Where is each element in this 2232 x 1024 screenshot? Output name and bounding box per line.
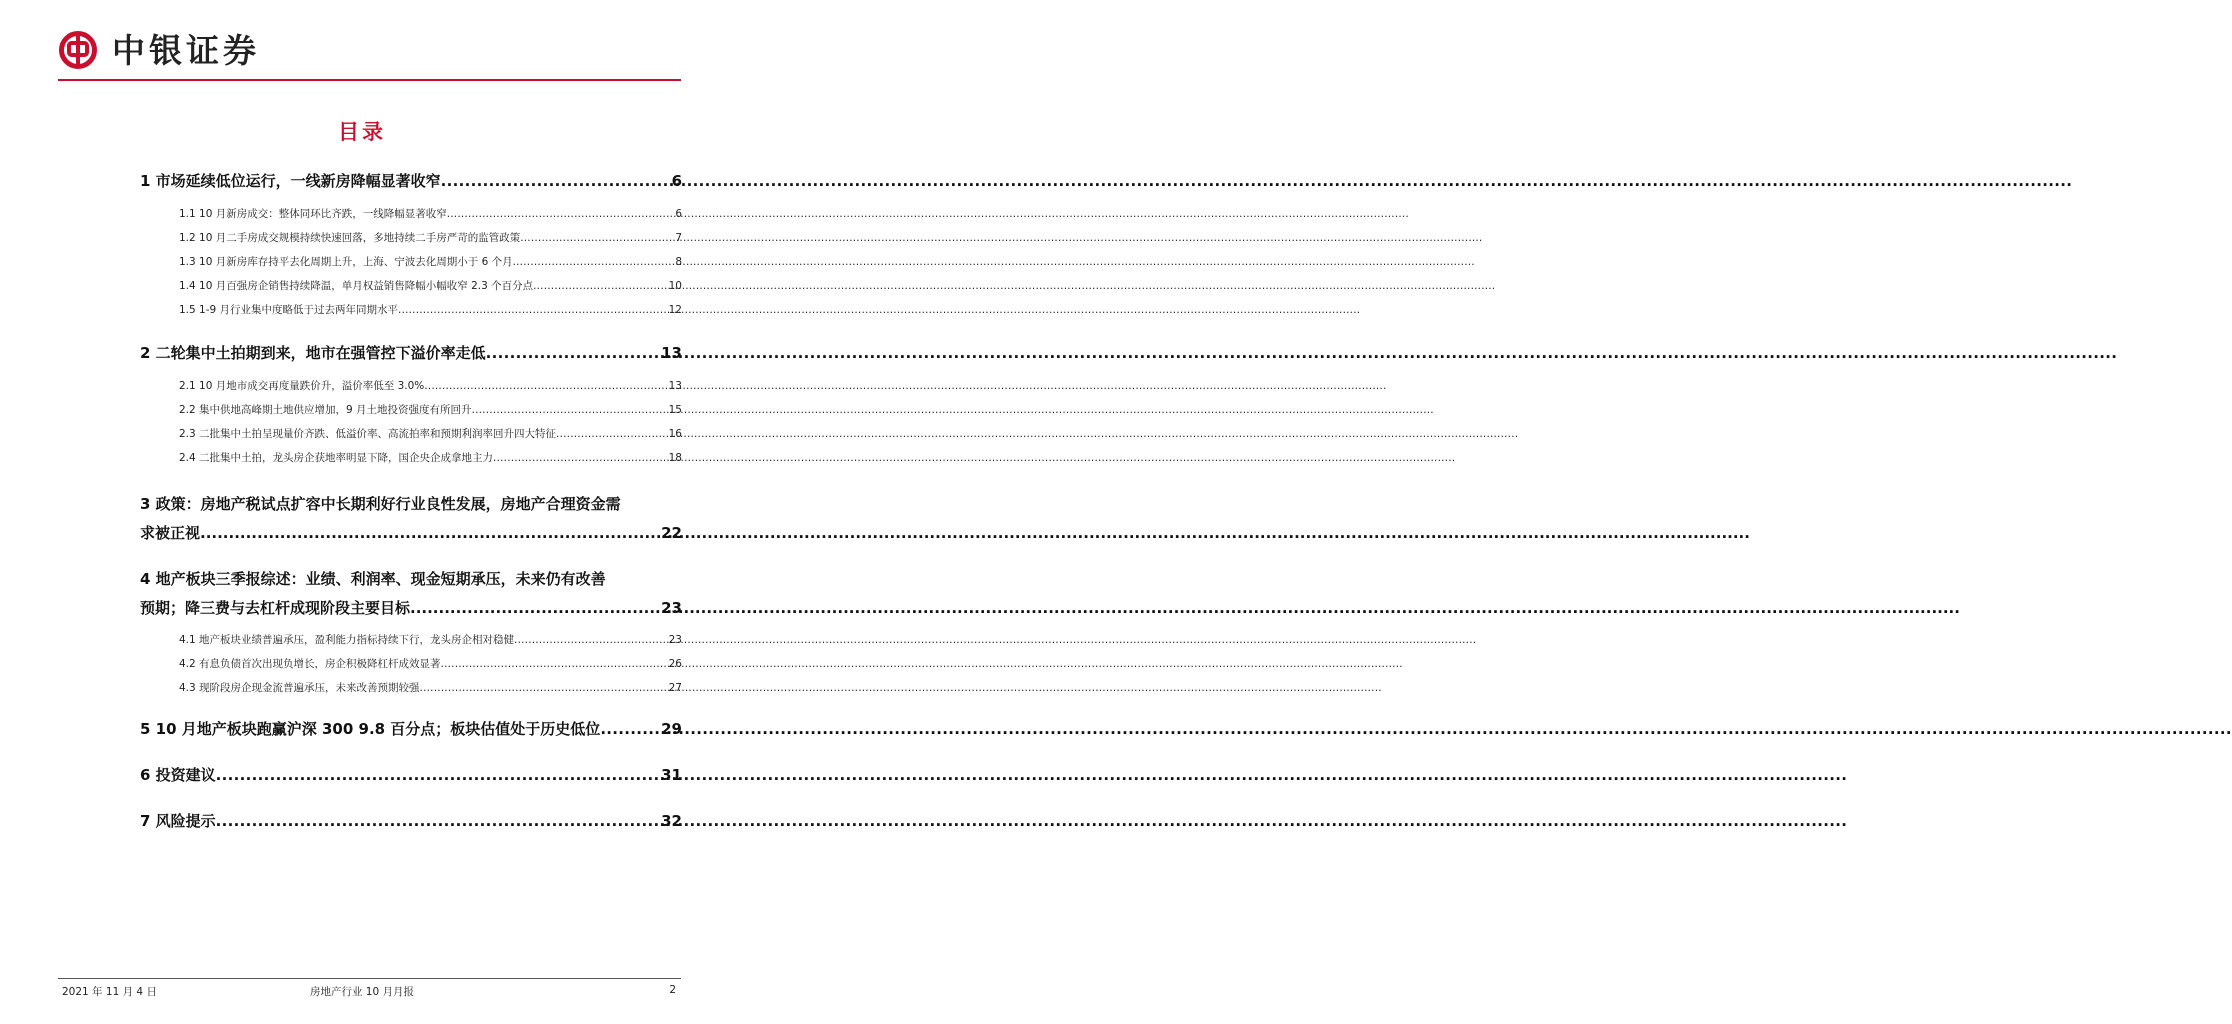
header-divider	[58, 79, 681, 81]
toc-entry-2-4[interactable]: 2.4 二批集中土拍，龙头房企获地率明显下降，国企央企成拿地主力 ..... 18	[179, 450, 682, 468]
toc-entry-1-2[interactable]: 1.2 10 月二手房成交规模持续快速回落，多地持续二手房严苛的监管政策 ..... 7	[179, 230, 682, 248]
toc-entry-2-2[interactable]: 2.2 集中供地高峰期土地供应增加，9 月土地投资强度有所回升 ..... 15	[179, 402, 682, 420]
toc-entry-2-1[interactable]: 2.1 10 月地市成交再度量跌价升，溢价率低至 3.0% ..... 13	[179, 378, 682, 396]
footer-date: 2021 年 11 月 4 日	[62, 986, 157, 998]
toc-entry-5[interactable]: 5 10 月地产板块跑赢沪深 300 9.8 百分点；板块估值处于历史低位 ..... 29	[140, 718, 682, 742]
page-number: 32	[661, 812, 682, 830]
footer-divider	[58, 978, 681, 979]
toc-entry-2-3[interactable]: 2.3 二批集中土拍呈现量价齐跌、低溢价率、高流拍率和预期利润率回升四大特征 ..... 16	[179, 426, 682, 444]
toc-entry-4-2[interactable]: 4.2 有息负债首次出现负增长，房企积极降杠杆成效显著 ..... 26	[179, 656, 682, 674]
toc-entry-2[interactable]: 2 二轮集中土拍期到来，地市在强管控下溢价率走低 ..... 13	[140, 342, 682, 366]
toc-title: 目录	[338, 120, 386, 144]
toc-entry-4[interactable]: 4 地产板块三季报综述：业绩、利润率、现金短期承压，未来仍有改善 预期；降三费与去杠杆成现阶段主要目标 ..... 23	[140, 565, 682, 620]
bank-of-china-logo-icon	[58, 30, 98, 70]
page-number: 22	[661, 524, 682, 542]
table-of-contents	[140, 170, 682, 834]
footer-title: 房地产行业 10 月月报	[309, 986, 415, 998]
toc-entry-4-3[interactable]: 4.3 现阶段房企现金流普遍承压，未来改善预期较强 ..... 27	[179, 680, 682, 698]
header-logo	[58, 30, 260, 70]
toc-entry-7[interactable]: 7 风险提示 ..... 32	[140, 810, 682, 834]
page-number: 23	[661, 599, 682, 617]
toc-entry-1-4[interactable]: 1.4 10 月百强房企销售持续降温，单月权益销售降幅小幅收窄 2.3 个百分点 ..... 10	[179, 278, 682, 296]
page-number: 31	[661, 766, 682, 784]
footer-page-number: 2	[669, 984, 676, 996]
toc-entry-3[interactable]: 3 政策：房地产税试点扩容中长期利好行业良性发展，房地产合理资金需 求被正视 ..... 22	[140, 490, 682, 545]
toc-entry-1[interactable]: 1 市场延续低位运行，一线新房降幅显著收窄 ..... 6	[140, 170, 682, 194]
page-number: 13	[661, 344, 682, 362]
toc-entry-1-1[interactable]: 1.1 10 月新房成交：整体同环比齐跌，一线降幅显著收窄 ..... 6	[179, 206, 682, 224]
toc-entry-4-1[interactable]: 4.1 地产板块业绩普遍承压，盈利能力指标持续下行，龙头房企相对稳健 ..... 23	[179, 632, 682, 650]
toc-entry-1-5[interactable]: 1.5 1-9 月行业集中度略低于过去两年同期水平 ..... 12	[179, 302, 682, 320]
toc-entry-6[interactable]: 6 投资建议 ..... 31	[140, 764, 682, 788]
page-number: 6	[671, 172, 682, 190]
brand-name: 中银证券	[112, 30, 260, 70]
toc-entry-1-3[interactable]: 1.3 10 月新房库存持平去化周期上升，上海、宁波去化周期小于 6 个月 ..... 8	[179, 254, 682, 272]
page-number: 29	[661, 720, 682, 738]
